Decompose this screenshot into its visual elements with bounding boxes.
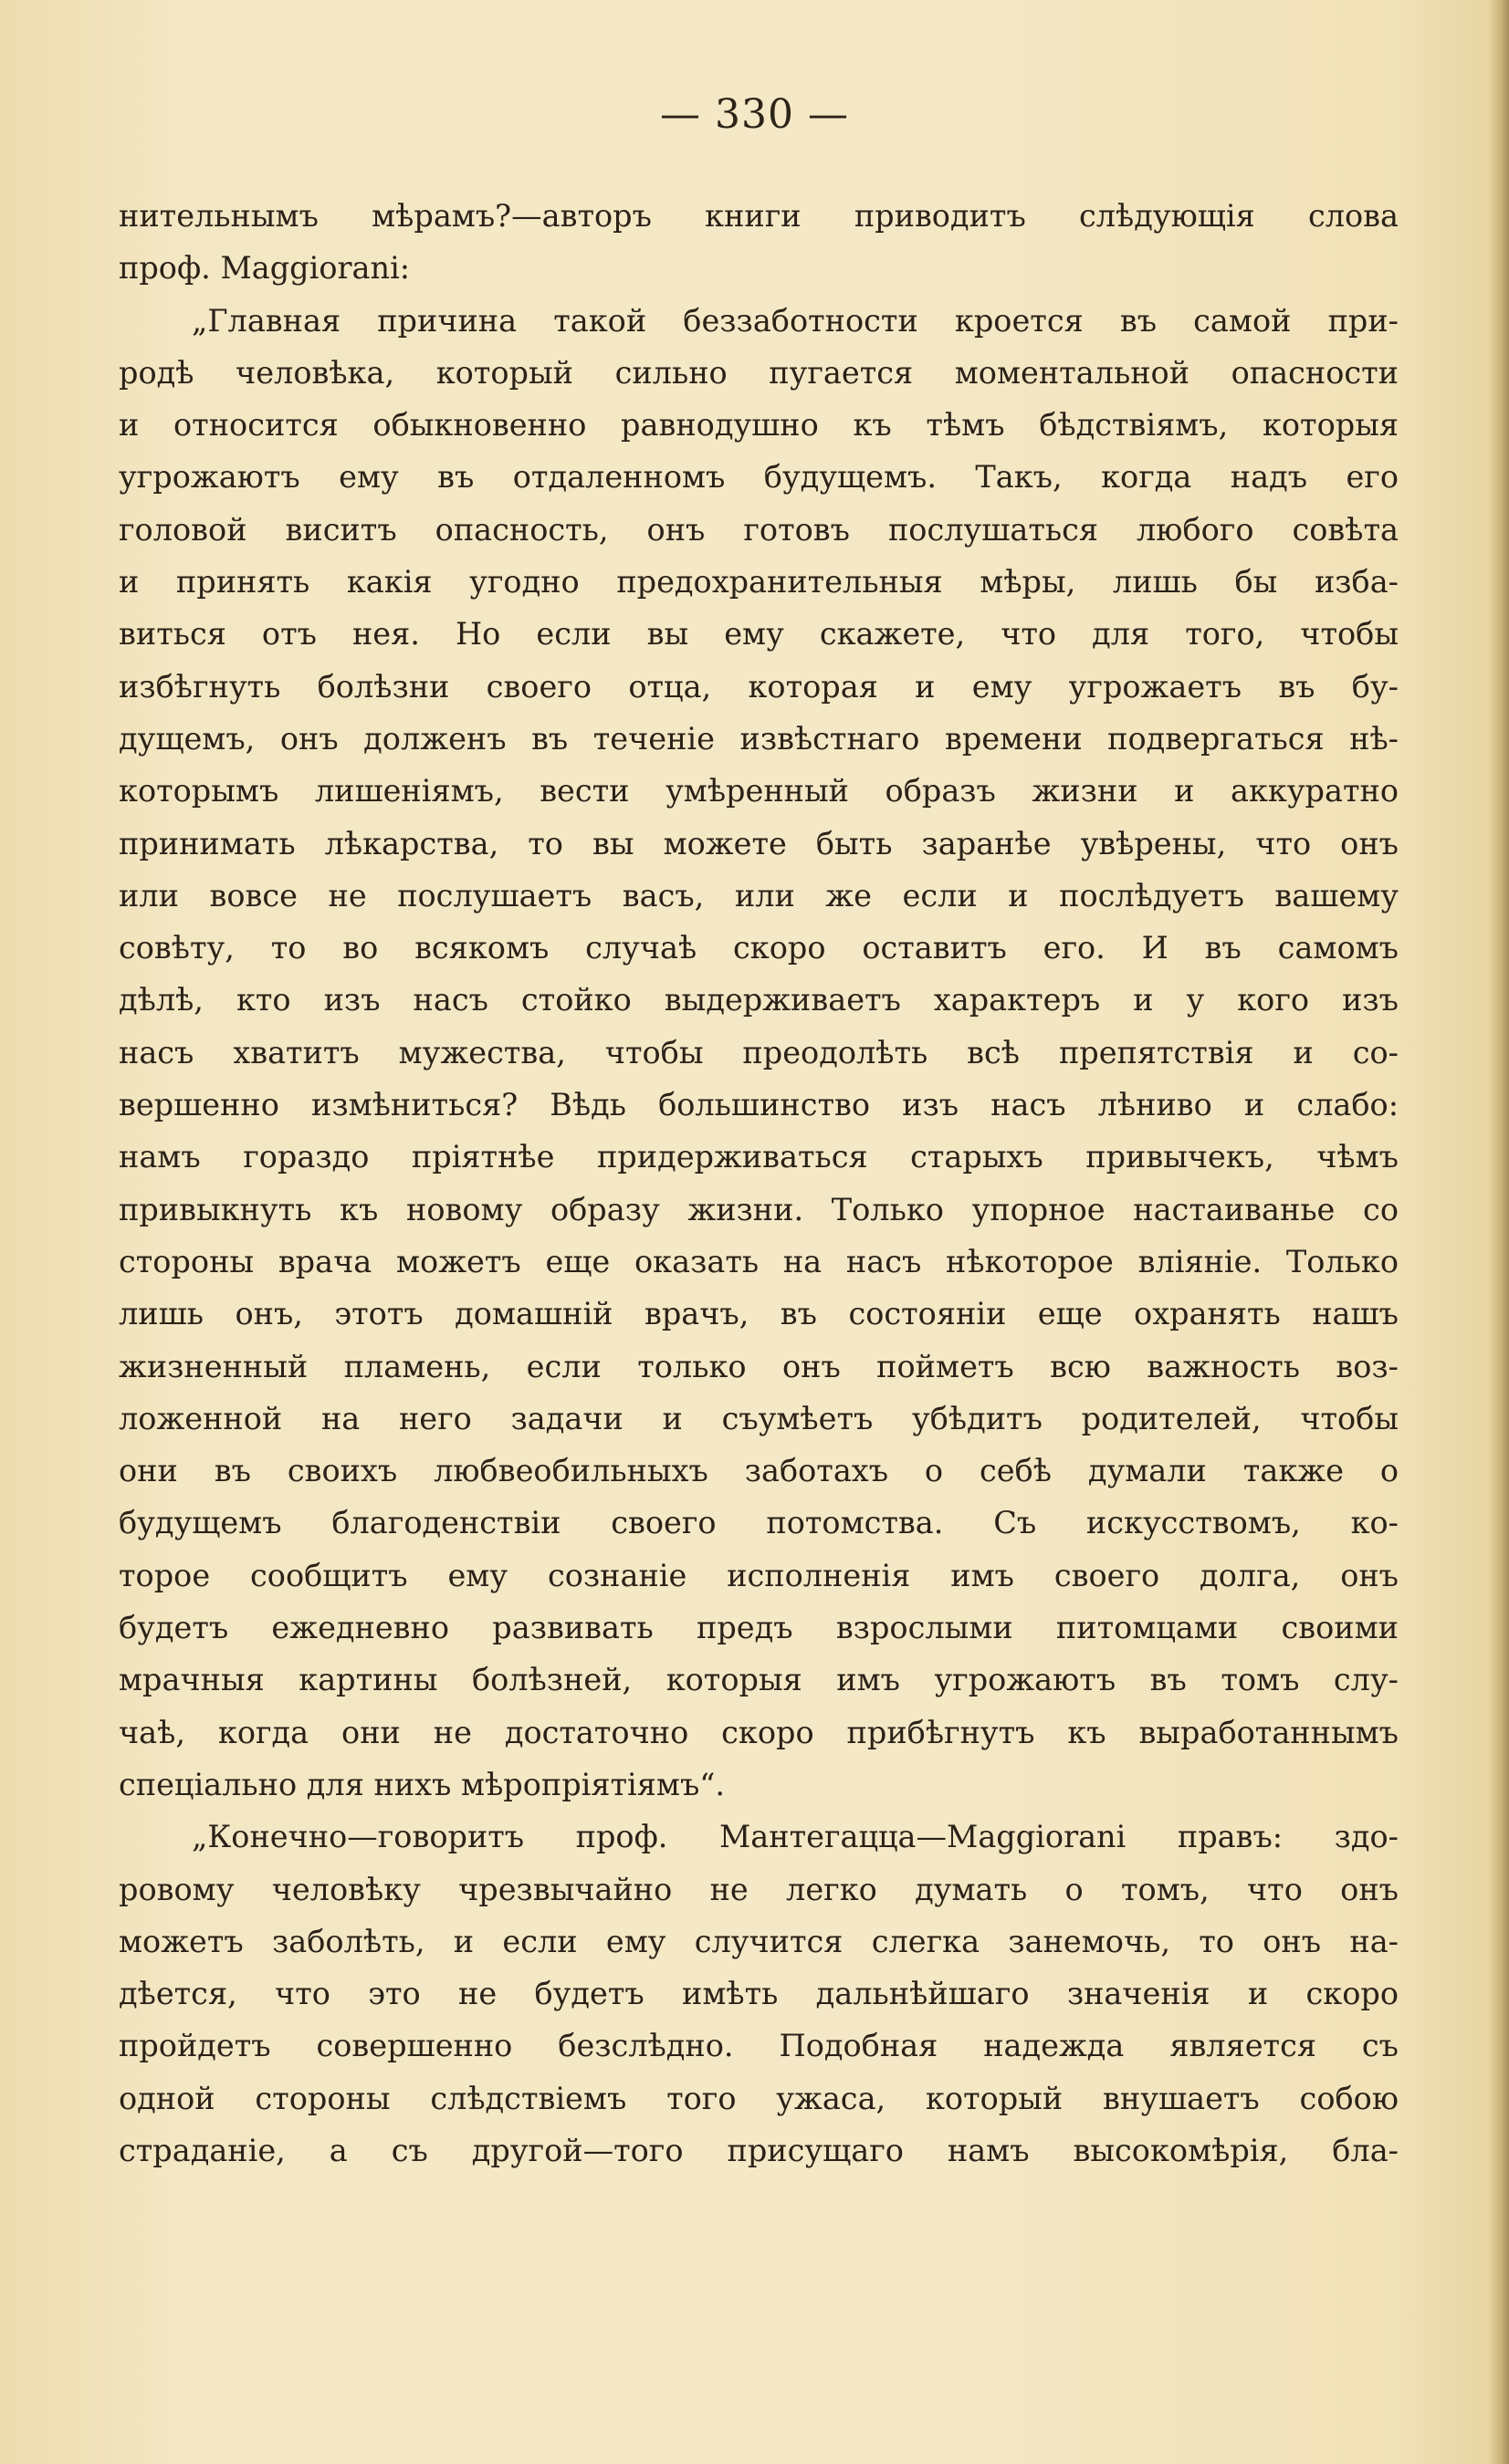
text-line: чаѣ, когда они не достаточно скоро прибѣгнутъ къ выработаннымъ (119, 1714, 1399, 1750)
text-line: „Главная причина такой беззаботности кроется въ самой при- (192, 302, 1399, 339)
text-line: торое сообщитъ ему сознаніе исполненія имъ своего долга, онъ (119, 1557, 1399, 1593)
text-line: ложенной на него задачи и съумѣетъ убѣдитъ родителей, чтобы (119, 1400, 1399, 1436)
page-edge-shadow (1489, 0, 1509, 2464)
text-line: одной стороны слѣдствіемъ того ужаса, который внушаетъ собою (119, 2080, 1399, 2116)
text-line: принимать лѣкарства, то вы можете быть заранѣе увѣрены, что онъ (119, 825, 1399, 861)
text-line: страданіе, а съ другой—того присущаго намъ высокомѣрія, бла- (119, 2132, 1399, 2168)
text-line: или вовсе не послушаетъ васъ, или же если и послѣдуетъ вашему (119, 877, 1399, 914)
text-line: избѣгнуть болѣзни своего отца, которая и ему угрожаетъ въ бу- (119, 668, 1399, 705)
text-line: намъ гораздо пріятнѣе придерживаться старыхъ привычекъ, чѣмъ (119, 1139, 1399, 1175)
text-line: родѣ человѣка, который сильно пугается моментальной опасности (119, 354, 1399, 391)
text-line: спеціально для нихъ мѣропріятіямъ“. (119, 1766, 726, 1802)
text-line: которымъ лишеніямъ, вести умѣренный образъ жизни и аккуратно (119, 773, 1399, 809)
text-line: жизненный пламень, если только онъ пойметъ всю важность воз- (119, 1348, 1399, 1384)
text-line: и относится обыкновенно равнодушно къ тѣмъ бѣдствіямъ, которыя (119, 407, 1399, 444)
text-line: дѣется, что это не будетъ имѣть дальнѣйшаго значенія и скоро (119, 1976, 1399, 2012)
text-line: дущемъ, онъ долженъ въ теченіе извѣстнаго времени подвергаться нѣ- (119, 720, 1399, 757)
text-line: стороны врача можетъ еще оказать на насъ нѣкоторое вліяніе. Только (119, 1243, 1399, 1279)
text-line: и принять какія угодно предохранительныя мѣры, лишь бы изба- (119, 564, 1399, 600)
text-line: ровому человѣку чрезвычайно не легко думать о томъ, что онъ (119, 1871, 1399, 1907)
text-line: нительнымъ мѣрамъ?—авторъ книги приводитъ слѣдующія слова (119, 198, 1399, 234)
text-line: будущемъ благоденствіи своего потомства. Съ искусствомъ, ко- (119, 1505, 1399, 1541)
text-line: совѣту, то во всякомъ случаѣ скоро оставитъ его. И въ самомъ (119, 930, 1399, 966)
text-line: будетъ ежедневно развивать предъ взрослыми питомцами своими (119, 1610, 1399, 1646)
text-line: привыкнуть къ новому образу жизни. Только упорное настаиванье со (119, 1191, 1399, 1227)
text-line: вершенно измѣниться? Вѣдь большинство изъ насъ лѣниво и слабо: (119, 1087, 1399, 1123)
text-line: угрожаютъ ему въ отдаленномъ будущемъ. Такъ, когда надъ его (119, 459, 1399, 496)
body-text (119, 190, 1399, 2177)
text-line: „Конечно—говоритъ проф. Мантегацца—Maggiorani правъ: здо- (192, 1819, 1399, 1855)
text-line: дѣлѣ, кто изъ насъ стойко выдерживаетъ характеръ и у кого изъ (119, 982, 1399, 1018)
text-line: лишь онъ, этотъ домашній врачъ, въ состояніи еще охранять нашъ (119, 1296, 1399, 1332)
page-number: — 330 — (660, 91, 849, 138)
text-line: пройдетъ совершенно безслѣдно. Подобная надежда является съ (119, 2028, 1399, 2064)
text-line: насъ хватитъ мужества, чтобы преодолѣть всѣ препятствія и со- (119, 1034, 1399, 1070)
text-line: можетъ заболѣть, и если ему случится слегка занемочь, то онъ на- (119, 1923, 1399, 1959)
text-line: они въ своихъ любвеобильныхъ заботахъ о себѣ думали также о (119, 1453, 1399, 1489)
text-line: проф. Maggiorani: (119, 250, 411, 287)
text-line: виться отъ нея. Но если вы ему скажете, что для того, чтобы (119, 616, 1399, 653)
text-line: головой виситъ опасность, онъ готовъ послушаться любого совѣта (119, 511, 1399, 548)
text-line: мрачныя картины болѣзней, которыя имъ угрожаютъ въ томъ слу- (119, 1662, 1399, 1698)
